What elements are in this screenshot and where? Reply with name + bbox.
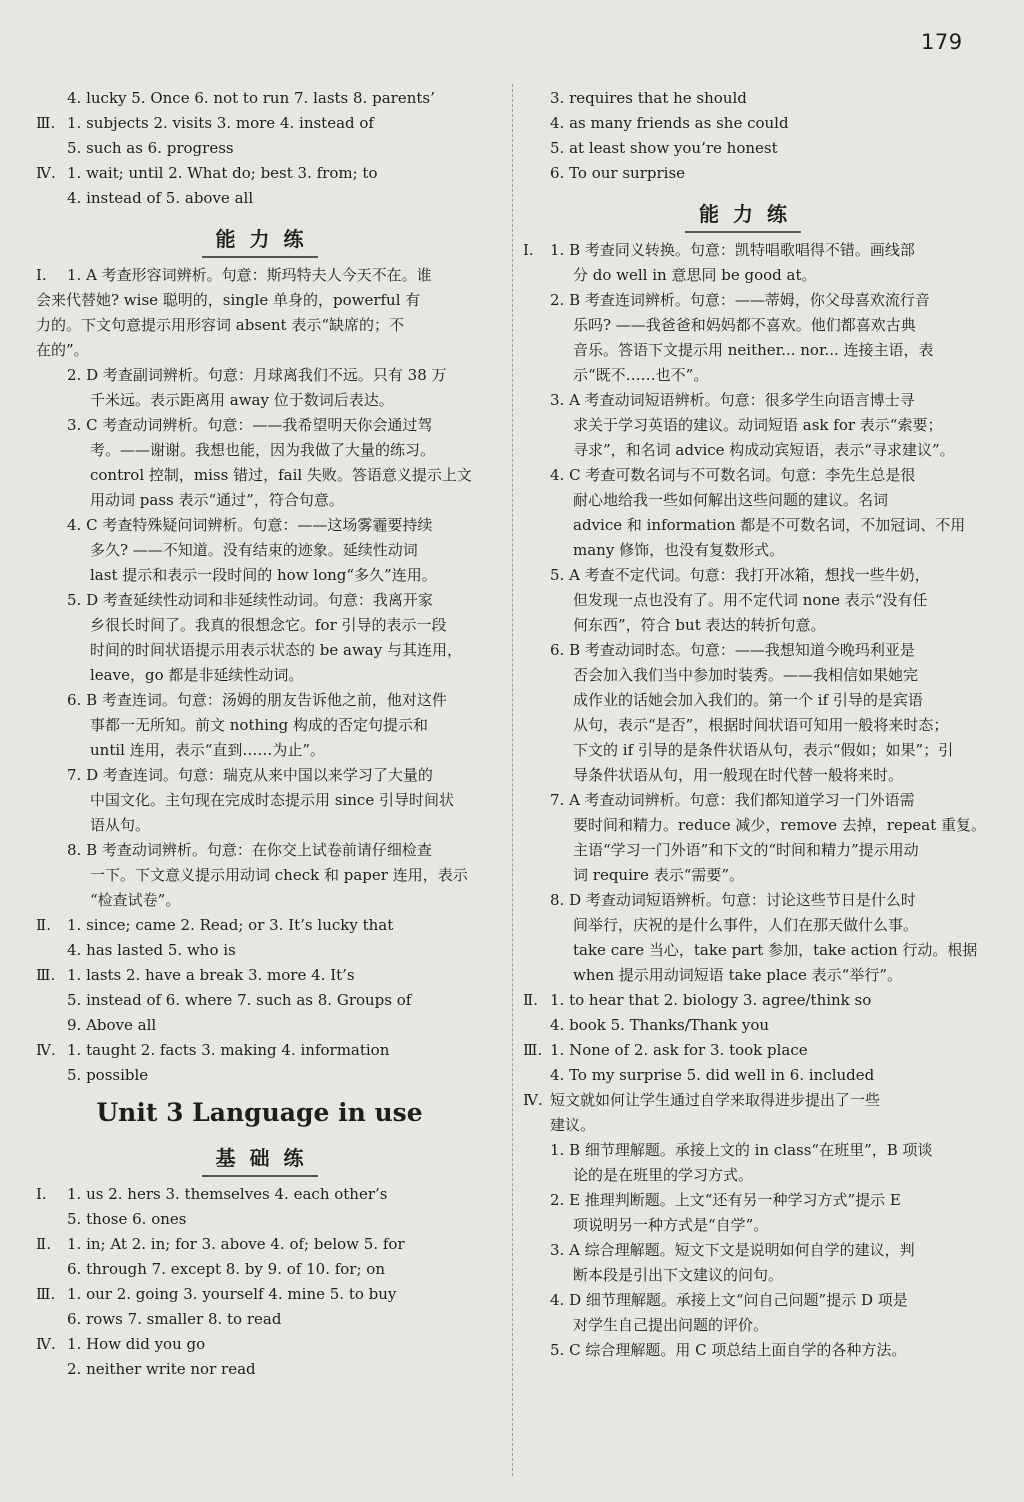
answer-text: 时间的时间状语提示用表示状态的 be away 与其连用，: [90, 641, 462, 659]
answer-text: 4. instead of 5. above all: [67, 189, 254, 207]
answer-line: [36, 1232, 483, 1257]
answer-text: 在的”。: [36, 341, 89, 359]
answer-block: [36, 1182, 483, 1382]
answer-line: [36, 588, 483, 613]
answer-text: 导条件状语从句，用一般现在时代替一般将来时。: [573, 766, 904, 784]
answer-text: until 连用，表示“直到……为止”。: [90, 741, 326, 759]
answer-line: [523, 238, 963, 263]
answer-text: 1. lasts 2. have a break 3. more 4. It’s: [67, 966, 355, 984]
answer-line: [523, 136, 963, 161]
answer-line: [523, 263, 963, 288]
answer-text: 语从句。: [90, 816, 151, 834]
answer-text: 考。——谢谢。我想也能，因为我做了大量的练习。: [90, 441, 436, 459]
answer-text: last 提示和表示一段时间的 how long“多久”连用。: [90, 566, 437, 584]
roman-numeral: Ⅲ.: [36, 1285, 56, 1303]
answer-line: [36, 1207, 483, 1232]
left-column: [36, 86, 483, 1382]
answer-text: 1. A 考查形容词辨析。句意：斯玛特夫人今天不在。谁: [67, 266, 432, 284]
answer-text: 5. at least show you’re honest: [550, 139, 778, 157]
answer-text: 短文就如何让学生通过自学来取得进步提出了一些: [550, 1091, 881, 1109]
answer-block: [36, 913, 483, 1088]
answer-text: when 提示用动词短语 take place 表示“举行”。: [573, 966, 903, 984]
roman-numeral: Ⅳ.: [36, 164, 56, 182]
answer-text: 用动词 pass 表示“通过”，符合句意。: [90, 491, 344, 509]
answer-text: take care 当心，take part 参加，take action 行动。根据: [573, 941, 978, 959]
roman-numeral: Ⅲ.: [523, 1041, 543, 1059]
section-heading: [36, 223, 483, 257]
roman-numeral: Ⅰ.: [36, 1185, 47, 1203]
answer-block: [523, 238, 987, 988]
answer-line: [523, 1088, 963, 1113]
answer-line: [36, 1257, 483, 1282]
roman-numeral: Ⅰ.: [36, 266, 47, 284]
answer-text: 5. instead of 6. where 7. such as 8. Groups of: [67, 991, 412, 1009]
roman-numeral: Ⅱ.: [36, 1235, 51, 1253]
answer-text: advice 和 information 都是不可数名词，不加冠词、不用: [573, 516, 966, 534]
answer-text: 6. B 考查连词。句意：汤姆的朋友告诉他之前，他对这件: [67, 691, 447, 709]
answer-text: 千米远。表示距离用 away 位于数词后表达。: [90, 391, 394, 409]
answer-line: [36, 813, 483, 838]
answer-line: [523, 86, 963, 111]
answer-line: [523, 513, 966, 538]
answer-line: [523, 413, 963, 438]
answer-line: [36, 838, 483, 863]
answer-line: [523, 288, 963, 313]
answer-line: [523, 1113, 963, 1138]
answer-text: 中国文化。主句现在完成时态提示用 since 引导时间状: [90, 791, 454, 809]
answer-line: [523, 1288, 963, 1313]
answer-text: 5. C 综合理解题。用 C 项总结上面自学的各种方法。: [550, 1341, 907, 1359]
answer-text: 多久? ——不知道。没有结束的迹象。延续性动词: [90, 541, 418, 559]
answer-text: 下文的 if 引导的是条件状语从句，表示“假如；如果”；引: [573, 741, 954, 759]
answer-text: 4. C 考查可数名词与不可数名词。句意：李先生总是很: [550, 466, 916, 484]
answer-line: [36, 1282, 483, 1307]
answer-line: [523, 663, 963, 688]
answer-line: [523, 1138, 963, 1163]
answer-text: 乐吗? ——我爸爸和妈妈都不喜欢。他们都喜欢古典: [573, 316, 916, 334]
answer-text: 从句，表示“是否”，根据时间状语可知用一般将来时态；: [573, 716, 949, 734]
roman-numeral: Ⅳ.: [523, 1091, 543, 1109]
answer-text: 4. D 细节理解题。承接上文“问自己问题”提示 D 项是: [550, 1291, 908, 1309]
answer-line: [36, 1038, 483, 1063]
answer-text: 会来代替她? wise 聪明的，single 单身的，powerful 有: [36, 291, 421, 309]
roman-numeral: Ⅲ.: [36, 114, 56, 132]
answer-text: 1. subjects 2. visits 3. more 4. instead of: [67, 114, 374, 132]
answer-line: [523, 1313, 963, 1338]
unit-title: Unit 3 Language in use: [96, 1098, 423, 1127]
answer-text: 主语“学习一门外语”和下文的“时间和精力”提示用动: [573, 841, 919, 859]
answer-line: [36, 1013, 483, 1038]
answer-text: 4. C 考查特殊疑问词辨析。句意：——这场雾霾要持续: [67, 516, 433, 534]
roman-numeral: Ⅲ.: [36, 966, 56, 984]
answer-text: 耐心地给我一些如何解出这些问题的建议。名词: [573, 491, 889, 509]
roman-numeral: Ⅱ.: [523, 991, 538, 1009]
answer-text: 5. possible: [67, 1066, 149, 1084]
answer-text: 示“既不……也不”。: [573, 366, 709, 384]
answer-text: 1. B 考查同义转换。句意：凯特唱歌唱得不错。画线部: [550, 241, 915, 259]
answer-text: 4. has lasted 5. who is: [67, 941, 236, 959]
answer-line: [36, 738, 483, 763]
answer-text: 1. taught 2. facts 3. making 4. information: [67, 1041, 390, 1059]
answer-text: 3. A 综合理解题。短文下文是说明如何自学的建议，判: [550, 1241, 915, 1259]
answer-line: [36, 438, 483, 463]
answer-text: 音乐。答语下文提示用 neither... nor... 连接主语，表: [573, 341, 934, 359]
section-heading-text: 基础练: [202, 1142, 318, 1177]
answer-line: [36, 938, 483, 963]
answer-line: [523, 1038, 963, 1063]
answer-line: [523, 338, 963, 363]
answer-line: [36, 186, 483, 211]
answer-text: 5. D 考查延续性动词和非延续性动词。句意：我离开家: [67, 591, 433, 609]
answer-line: [36, 1063, 483, 1088]
roman-numeral: Ⅱ.: [36, 916, 51, 934]
answer-text: 3. A 考查动词短语辨析。句意：很多学生向语言博士寻: [550, 391, 915, 409]
answer-line: [523, 788, 963, 813]
answer-text: 求关于学习英语的建议。动词短语 ask for 表示“索要；: [573, 416, 943, 434]
answer-line: [36, 263, 483, 288]
answer-text: 2. B 考查连词辨析。句意：——蒂姆，你父母喜欢流行音: [550, 291, 930, 309]
answer-text: “检查试卷”。: [90, 891, 181, 909]
answer-block: [36, 86, 483, 211]
answer-line: [523, 488, 963, 513]
answer-text: 9. Above all: [67, 1016, 157, 1034]
answer-text: 何东西”，符合 but 表达的转折句意。: [573, 616, 826, 634]
answer-line: [36, 538, 483, 563]
answer-line: [523, 988, 963, 1013]
answer-line: [523, 738, 963, 763]
answer-block: [523, 988, 963, 1363]
section-heading-text: 能力练: [685, 198, 801, 233]
answer-line: [36, 788, 483, 813]
section-heading: [523, 198, 963, 232]
answer-text: leave，go 都是非延续性动词。: [90, 666, 304, 684]
answer-line: [523, 563, 963, 588]
answer-text: 一下。下文意义提示用动词 check 和 paper 连用，表示: [90, 866, 468, 884]
answer-text: 分 do well in 意思同 be good at。: [573, 266, 817, 284]
answer-text: 4. To my surprise 5. did well in 6. included: [550, 1066, 875, 1084]
answer-line: [523, 963, 963, 988]
answer-line: [523, 1263, 963, 1288]
right-column: [523, 86, 987, 1363]
answer-line: [36, 313, 483, 338]
answer-line: [523, 313, 963, 338]
answer-line: [523, 813, 987, 838]
answer-line: [36, 463, 483, 488]
answer-block: [523, 86, 963, 186]
answer-line: [36, 688, 483, 713]
answer-text: 5. such as 6. progress: [67, 139, 234, 157]
answer-line: [523, 588, 963, 613]
answer-line: [36, 563, 483, 588]
answer-line: [523, 863, 963, 888]
section-heading-text: 能力练: [202, 223, 318, 258]
answer-line: [523, 638, 963, 663]
answer-line: [36, 863, 483, 888]
answer-text: 事都一无所知。前文 nothing 构成的否定句提示和: [90, 716, 428, 734]
answer-text: 寻求”，和名词 advice 构成动宾短语，表示“寻求建议”。: [573, 441, 955, 459]
answer-line: [523, 388, 963, 413]
answer-line: [36, 1357, 483, 1382]
answer-line: [36, 763, 483, 788]
answer-line: [36, 1332, 483, 1357]
answer-line: [36, 86, 483, 111]
answer-line: [36, 613, 483, 638]
answer-text: 间举行，庆祝的是什么事件，人们在那天做什么事。: [573, 916, 919, 934]
answer-text: 2. D 考查副词辨析。句意：月球离我们不远。只有 38 万: [67, 366, 447, 384]
answer-line: [36, 388, 483, 413]
answer-line: [36, 988, 483, 1013]
answer-text: 3. requires that he should: [550, 89, 747, 107]
answer-line: [523, 613, 963, 638]
answer-text: 4. lucky 5. Once 6. not to run 7. lasts 8. parents’: [67, 89, 435, 107]
answer-text: 8. D 考查动词短语辨析。句意：讨论这些节日是什么时: [550, 891, 916, 909]
answer-text: 4. as many friends as she could: [550, 114, 789, 132]
answer-line: [36, 663, 483, 688]
answer-text: 1. in; At 2. in; for 3. above 4. of; below 5. for: [67, 1235, 405, 1253]
answer-line: [523, 1063, 963, 1088]
answer-text: 6. rows 7. smaller 8. to read: [67, 1310, 282, 1328]
answer-line: [36, 413, 483, 438]
answer-text: 建议。: [550, 1116, 596, 1134]
answer-line: [36, 161, 483, 186]
answer-text: 词 require 表示“需要”。: [573, 866, 745, 884]
answer-text: 1. us 2. hers 3. themselves 4. each other’s: [67, 1185, 388, 1203]
answer-text: 项说明另一种方式是“自学”。: [573, 1216, 769, 1234]
answer-line: [523, 713, 963, 738]
answer-text: many 修饰，也没有复数形式。: [573, 541, 785, 559]
answer-line: [36, 513, 483, 538]
answer-line: [36, 488, 483, 513]
answer-text: 1. since; came 2. Read; or 3. It’s lucky that: [67, 916, 394, 934]
answer-text: 4. book 5. Thanks/Thank you: [550, 1016, 770, 1034]
section-heading: [36, 1142, 483, 1176]
answer-text: 8. B 考查动词辨析。句意：在你交上试卷前请仔细检查: [67, 841, 432, 859]
answer-line: [36, 136, 483, 161]
answer-text: 5. A 考查不定代词。句意：我打开冰箱，想找一些牛奶，: [550, 566, 930, 584]
answer-line: [523, 913, 963, 938]
answer-text: 1. to hear that 2. biology 3. agree/think so: [550, 991, 872, 1009]
answer-line: [36, 288, 483, 313]
answer-line: [523, 688, 963, 713]
answer-text: 7. D 考查连词。句意：瑞克从来中国以来学习了大量的: [67, 766, 433, 784]
answer-line: [36, 1182, 483, 1207]
answer-text: 成作业的话她会加入我们的。第一个 if 引导的是宾语: [573, 691, 923, 709]
answer-text: 对学生自己提出问题的评价。: [573, 1316, 769, 1334]
answer-text: 1. How did you go: [67, 1335, 206, 1353]
answer-line: [36, 963, 483, 988]
answer-text: 1. wait; until 2. What do; best 3. from; to: [67, 164, 378, 182]
answer-line: [36, 338, 483, 363]
answer-line: [36, 1307, 483, 1332]
roman-numeral: Ⅰ.: [523, 241, 534, 259]
answer-text: 否会加入我们当中参加时装秀。——我相信如果她完: [573, 666, 919, 684]
answer-line: [523, 1213, 963, 1238]
answer-line: [523, 111, 963, 136]
answer-line: [523, 538, 963, 563]
answer-text: 力的。下文句意提示用形容词 absent 表示“缺席的；不: [36, 316, 405, 334]
answer-text: 断本段是引出下文建议的问句。: [573, 1266, 784, 1284]
answer-line: [36, 111, 483, 136]
answer-text: 2. neither write nor read: [67, 1360, 256, 1378]
answer-line: [36, 913, 483, 938]
answer-line: [523, 438, 963, 463]
answer-line: [523, 838, 963, 863]
answer-line: [36, 638, 483, 663]
answer-text: 论的是在班里的学习方式。: [573, 1166, 754, 1184]
answer-text: 5. those 6. ones: [67, 1210, 187, 1228]
answer-line: [523, 1338, 963, 1363]
roman-numeral: Ⅳ.: [36, 1335, 56, 1353]
roman-numeral: Ⅳ.: [36, 1041, 56, 1059]
answer-text: 6. To our surprise: [550, 164, 686, 182]
answer-text: 6. B 考查动词时态。句意：——我想知道今晚玛利亚是: [550, 641, 915, 659]
answer-line: [523, 1188, 963, 1213]
answer-text: 1. None of 2. ask for 3. took place: [550, 1041, 808, 1059]
answer-block: [36, 263, 483, 913]
answer-text: 1. our 2. going 3. yourself 4. mine 5. to buy: [67, 1285, 397, 1303]
answer-text: 但发现一点也没有了。用不定代词 none 表示“没有任: [573, 591, 928, 609]
answer-line: [523, 1238, 963, 1263]
answer-line: [36, 363, 483, 388]
answer-line: [523, 938, 978, 963]
answer-text: 乡很长时间了。我真的很想念它。for 引导的表示一段: [90, 616, 447, 634]
answer-line: [36, 888, 483, 913]
answer-line: [523, 1163, 963, 1188]
page-number: 179: [921, 30, 963, 54]
answer-text: control 控制，miss 错过，fail 失败。答语意义提示上文: [90, 466, 472, 484]
answer-text: 2. E 推理判断题。上文“还有另一种学习方式”提示 E: [550, 1191, 901, 1209]
answer-line: [36, 713, 483, 738]
answer-text: 要时间和精力。reduce 减少，remove 去掉，repeat 重复。: [573, 816, 987, 834]
answer-line: [523, 363, 963, 388]
answer-text: 3. C 考查动词辨析。句意：——我希望明天你会通过驾: [67, 416, 433, 434]
answer-text: 6. through 7. except 8. by 9. of 10. for; on: [67, 1260, 385, 1278]
column-divider: [512, 84, 513, 1476]
answer-line: [523, 161, 963, 186]
answer-line: [523, 888, 963, 913]
answer-text: 7. A 考查动词辨析。句意：我们都知道学习一门外语需: [550, 791, 915, 809]
answer-text: 1. B 细节理解题。承接上文的 in class“在班里”，B 项谈: [550, 1141, 933, 1159]
answer-line: [523, 763, 963, 788]
answer-line: [523, 463, 963, 488]
answer-line: [523, 1013, 963, 1038]
